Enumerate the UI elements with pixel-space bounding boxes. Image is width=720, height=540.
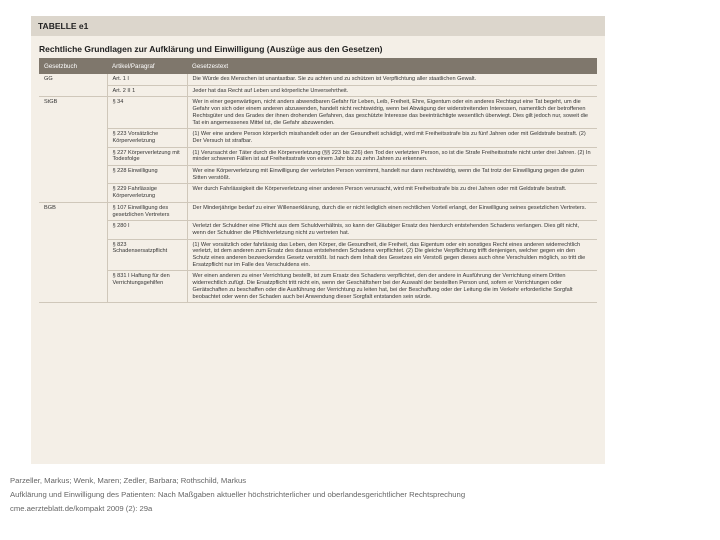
- table-row: [39, 147, 597, 165]
- article-cell: § 831 I Haftung für den Verrichtungsgehilfen: [107, 271, 187, 303]
- text-cell: Wer durch Fahrlässigkeit die Körperverletzung einer anderen Person verursacht, wird mit Freiheitsstrafe bis zu drei Jahren oder mit Geldstrafe bestraft.: [187, 184, 597, 202]
- law-cell: [39, 221, 107, 239]
- table-row: [39, 166, 597, 184]
- law-cell: StGB: [44, 99, 58, 106]
- article-cell: § 823 Schadensersatzpflicht: [107, 239, 187, 271]
- text-cell: Die Würde des Menschen ist unantastbar. Sie zu achten und zu schützen ist Verpflichtung aller staatlichen Gewalt.: [187, 74, 597, 85]
- article-cell: Art. 1 I: [107, 74, 187, 85]
- text-cell: (1) Verursacht der Täter durch die Körperverletzung (§§ 223 bis 226) den Tod der verletzten Person, so ist die Strafe Freiheitsstrafe nicht unter drei Jahren. (2) In minder schweren Fällen ist auf Freiheitsstrafe von einem Jahr bis zu zehn Jahren zu erkennen.: [187, 147, 597, 165]
- column-header-text: Gesetzestext: [187, 58, 597, 74]
- table-row: [39, 129, 597, 147]
- caption-title: Aufklärung und Einwilligung des Patienten: Nach Maßgaben aktueller höchstrichterlicher und oberlandesgerichtlicher Rechtsprechung: [10, 490, 466, 499]
- table-row: [39, 184, 597, 202]
- article-cell: Art. 2 II 1: [107, 85, 187, 97]
- caption-source: cme.aerzteblatt.de/kompakt 2009 (2): 29a: [10, 504, 153, 513]
- law-cell: [39, 166, 107, 184]
- text-cell: Der Minderjährige bedarf zu einer Willenserklärung, durch die er nicht lediglich einen rechtlichen Vorteil erlangt, der Einwilligung seines gesetzlichen Vertreters.: [187, 202, 597, 220]
- caption-authors: Parzeller, Markus; Wenk, Maren; Zedler, Barbara; Rothschild, Markus: [10, 476, 247, 485]
- table-header-row: [39, 58, 597, 74]
- text-cell: Wer einen anderen zu einer Verrichtung bestellt, ist zum Ersatz des Schadens verpflichtet, den der andere in Ausführung der Verrichtung einem Dritten widerrechtlich zufügt. Die Ersatzpflicht tritt nicht ein, wenn der Geschäftsherr bei der Auswahl der bestellten Person und, sofern er Vorrichtungen oder Gerätschaften zu beschaffen oder die Ausführung der Verrichtung zu leiten hat, bei der Beschaffung oder der Leitung die im Verkehr erforderliche Sorgfalt beobachtet oder wenn der Schaden auch bei Anwendung dieser Sorgfalt entstanden sein würde.: [187, 271, 597, 303]
- article-cell: § 227 Körperverletzung mit Todesfolge: [107, 147, 187, 165]
- table-document: [31, 16, 605, 464]
- article-cell: § 223 Vorsätzliche Körperverletzung: [107, 129, 187, 147]
- article-cell: § 34: [107, 97, 187, 129]
- text-cell: (1) Wer vorsätzlich oder fahrlässig das Leben, den Körper, die Gesundheit, die Freiheit, das Eigentum oder ein sonstiges Recht eines anderen widerrechtlich verletzt, ist dem anderen zum Ersatz des daraus entstehenden Schadens verpflichtet. (2) Die gleiche Verpflichtung trifft denjenigen, welcher gegen ein den Schutz eines anderen bezweckendes Gesetz verstößt. Ist nach dem Inhalt des Gesetzes ein Verstoß gegen dieses auch ohne Verschulden möglich, so tritt die Ersatzpflicht nur im Falle des Verschuldens ein.: [187, 239, 597, 271]
- law-cell: [39, 271, 107, 303]
- law-cell: [39, 147, 107, 165]
- article-cell: § 228 Einwilligung: [107, 166, 187, 184]
- table-row: [39, 202, 597, 220]
- table-row: [39, 74, 597, 85]
- law-table: [39, 58, 597, 303]
- table-row: [39, 85, 597, 97]
- article-cell: § 107 Einwilligung des gesetzlichen Vertreters: [107, 202, 187, 220]
- column-header-law: Gesetzbuch: [39, 58, 107, 74]
- table-row: [39, 271, 597, 303]
- text-cell: (1) Wer eine andere Person körperlich misshandelt oder an der Gesundheit schädigt, wird mit Freiheitsstrafe bis zu fünf Jahren oder mit Geldstrafe bestraft. (2) Der Versuch ist strafbar.: [187, 129, 597, 147]
- table-heading: Rechtliche Grundlagen zur Aufklärung und Einwilligung (Auszüge aus den Gesetzen): [39, 44, 383, 54]
- text-cell: Wer in einer gegenwärtigen, nicht anders abwendbaren Gefahr für Leben, Leib, Freiheit, Ehre, Eigentum oder ein anderes Rechtsgut eine Tat begeht, um die Gefahr von sich oder einem anderen abzuwenden, handelt nicht rechtswidrig, wenn bei Abwägung der widerstreitenden Interessen, namentlich der betroffenen Rechtsgüter und des Grades der ihnen drohenden Gefahren, das geschützte Interesse das beeinträchtigte wesentlich überwiegt. Dies gilt jedoch nur, soweit die Tat ein angemessenes Mittel ist, die Gefahr abzuwenden.: [187, 97, 597, 129]
- table-label: TABELLE e1: [38, 21, 89, 31]
- law-cell: BGB: [44, 204, 56, 211]
- article-cell: § 229 Fahrlässige Körperverletzung: [107, 184, 187, 202]
- column-header-article: Artikel/Paragraf: [107, 58, 187, 74]
- table-row: [39, 239, 597, 271]
- law-cell: [39, 184, 107, 202]
- law-cell: [39, 239, 107, 271]
- table-row: [39, 221, 597, 239]
- source-caption: [10, 474, 465, 516]
- text-cell: Jeder hat das Recht auf Leben und körperliche Unversehrtheit.: [187, 85, 597, 97]
- law-cell: [39, 129, 107, 147]
- law-cell: [39, 85, 107, 97]
- table-label-bar: [31, 16, 605, 36]
- table-row: [39, 97, 597, 129]
- text-cell: Wer eine Körperverletzung mit Einwilligung der verletzten Person vornimmt, handelt nur dann rechtswidrig, wenn die Tat trotz der Einwilligung gegen die guten Sitten verstößt.: [187, 166, 597, 184]
- law-cell: GG: [44, 76, 53, 82]
- article-cell: § 280 I: [107, 221, 187, 239]
- text-cell: Verletzt der Schuldner eine Pflicht aus dem Schuldverhältnis, so kann der Gläubiger Ersatz des hierdurch entstehenden Schadens verlangen. Dies gilt nicht, wenn der Schuldner die Pflichtverletzung nicht zu vertreten hat.: [187, 221, 597, 239]
